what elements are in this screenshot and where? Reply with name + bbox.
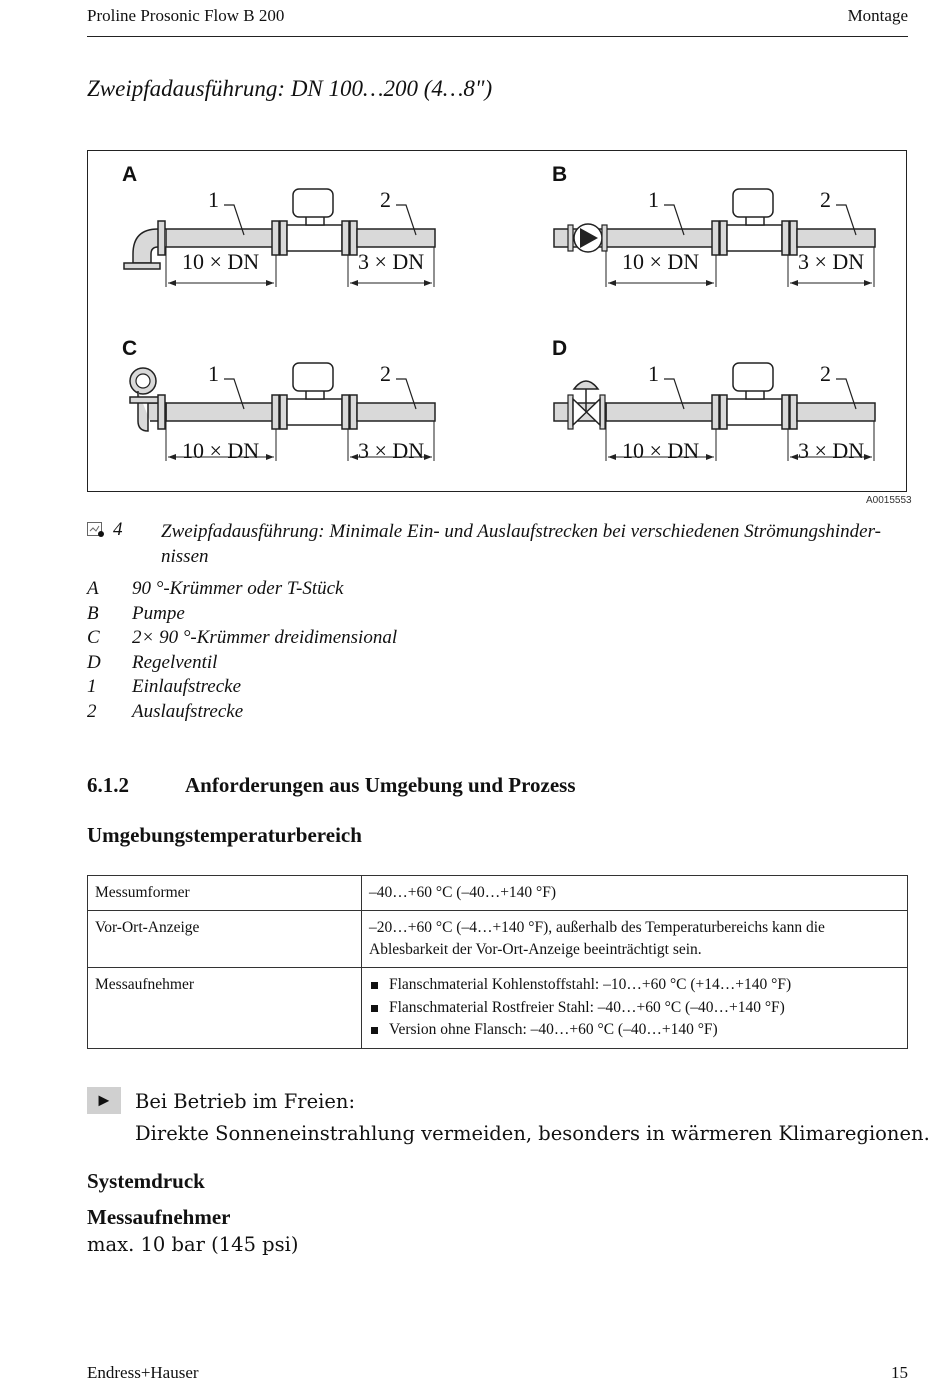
table-row xyxy=(88,968,908,1049)
legend-key: D xyxy=(87,651,101,673)
legend-key: A xyxy=(87,578,99,599)
figure-caption: Zweipfadausführung: Minimale Ein- und Auslaufstrecken bei verschiedenen Strömungshinder-nissen xyxy=(161,521,881,567)
legend-row xyxy=(87,578,397,603)
panel-b-letter: B xyxy=(552,163,568,186)
panel-a-dim-in: 10 × DN xyxy=(182,249,260,274)
legend-value: Regelventil xyxy=(132,651,218,673)
panel-d-dim-out: 3 × DN xyxy=(798,438,865,463)
panel-d-dim-in: 10 × DN xyxy=(622,438,700,463)
section-title: Anforderungen aus Umgebung und Prozess xyxy=(185,773,576,797)
legend-key: 1 xyxy=(87,676,97,698)
legend-key: B xyxy=(87,602,99,624)
panel-a-label-1: 1 xyxy=(208,187,219,212)
table-cell-label: Messumformer xyxy=(88,876,362,911)
panel-b-dim-in: 10 × DN xyxy=(622,249,700,274)
table-row xyxy=(88,911,908,968)
panel-d-letter: D xyxy=(552,337,568,360)
panel-c-letter: C xyxy=(122,337,138,360)
legend-row xyxy=(87,652,397,677)
legend-row xyxy=(87,701,397,726)
subsection-heading-temperature: Umgebungstemperaturbereich xyxy=(87,823,362,847)
panel-c-label-2: 2 xyxy=(380,361,391,386)
panel-c-label-1: 1 xyxy=(208,361,219,386)
header-doc-title: Proline Prosonic Flow B 200 xyxy=(87,6,285,25)
legend-key: C xyxy=(87,627,100,649)
pressure-value: max. 10 bar (145 psi) xyxy=(87,1233,299,1256)
legend-row xyxy=(87,627,397,652)
figure-icon xyxy=(87,522,105,538)
figure-id: A0015553 xyxy=(866,495,912,506)
legend-value: Einlaufstrecke xyxy=(132,676,242,698)
panel-a-dim-out: 3 × DN xyxy=(358,249,425,274)
note-line-1: Bei Betrieb im Freien: xyxy=(135,1090,356,1113)
section-heading xyxy=(87,773,576,798)
panel-b-label-1: 1 xyxy=(648,187,659,212)
list-item: Flanschmaterial Rostfreier Stahl: –40…+60 °C (–40…+140 °F) xyxy=(369,997,900,1020)
page-number: 15 xyxy=(891,1363,908,1382)
figure-legend xyxy=(87,578,397,726)
legend-row xyxy=(87,603,397,628)
figure-subtitle: Zweipfadausführung: DN 100…200 (4…8") xyxy=(87,76,493,101)
panel-a-label-2: 2 xyxy=(380,187,391,212)
installation-figure xyxy=(87,150,907,492)
subsection-heading-pressure: Systemdruck xyxy=(87,1169,205,1193)
legend-value: 90 °-Krümmer oder T-Stück xyxy=(132,578,344,599)
temperature-table xyxy=(87,875,908,1049)
figure-number: 4 xyxy=(113,519,123,540)
panel-c-dim-out: 3 × DN xyxy=(358,438,425,463)
footer-brand: Endress+Hauser xyxy=(87,1363,199,1382)
header-chapter: Montage xyxy=(847,6,908,25)
panel-c-dim-in: 10 × DN xyxy=(182,438,260,463)
note-line-2: Direkte Sonneneinstrahlung vermeiden, besonders in wärmeren Klimaregionen. xyxy=(135,1122,930,1145)
instruction-note xyxy=(135,1086,930,1150)
panel-a-letter: A xyxy=(122,163,138,186)
section-number: 6.1.2 xyxy=(87,773,129,797)
legend-value: Auslaufstrecke xyxy=(132,700,244,722)
panel-d-label-1: 1 xyxy=(648,361,659,386)
panel-b-dim-out: 3 × DN xyxy=(798,249,865,274)
table-row xyxy=(88,876,908,911)
header-rule xyxy=(87,36,908,37)
table-cell-value: –20…+60 °C (–4…+140 °F), außerhalb des Temperaturbereichs kann die Ablesbarkeit der Vor-Ort-Anzeige beeinträchtigt sein. xyxy=(362,911,908,968)
instruction-arrow-icon: ► xyxy=(87,1087,121,1114)
panel-b-label-2: 2 xyxy=(820,187,831,212)
list-item: Version ohne Flansch: –40…+60 °C (–40…+140 °F) xyxy=(369,1019,900,1042)
table-cell-value: –40…+60 °C (–40…+140 °F) xyxy=(362,876,908,911)
bullet-list xyxy=(369,974,900,1042)
subsection-heading-sensor: Messaufnehmer xyxy=(87,1205,231,1229)
table-cell-value xyxy=(362,968,908,1049)
legend-row xyxy=(87,676,397,701)
panel-d-label-2: 2 xyxy=(820,361,831,386)
table-cell-label: Vor-Ort-Anzeige xyxy=(88,911,362,968)
list-item: Flanschmaterial Kohlenstoffstahl: –10…+60 °C (+14…+140 °F) xyxy=(369,974,900,997)
legend-value: Pumpe xyxy=(132,602,185,624)
legend-key: 2 xyxy=(87,700,97,722)
table-cell-label: Messaufnehmer xyxy=(88,968,362,1049)
legend-value: 2× 90 °-Krümmer dreidimensional xyxy=(132,627,398,649)
